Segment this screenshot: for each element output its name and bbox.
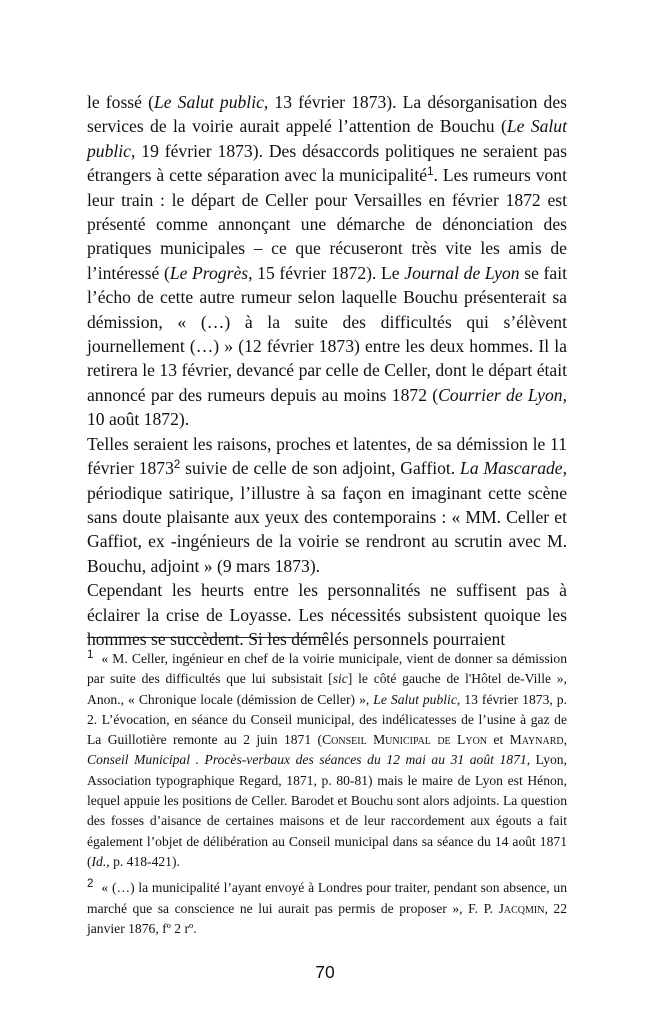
main-text <box>87 90 567 651</box>
text-run: . Les rumeurs vont leur train : le départ de Celler pour Versailles en février 1872 est présenté comme annonçant une démarche de dénonciation des pratiques municipales – ce que récuseront très vite les amis de l’intéressé ( <box>87 165 567 283</box>
text-run: se fait l’écho de cette autre rumeur selon laquelle Bouchu présenterait sa démission, « (…) à la suite des difficultés qui s’élèvent journellement (…) » (12 février 1873) entre les deux hommes. Il la retirera le 13 février, devancé par celle de Celler, dont le départ était annoncé par des rumeurs depuis au moins 1872 ( <box>87 262 567 405</box>
footnote-2 <box>87 878 567 939</box>
newspaper-title: Journal de Lyon <box>404 262 520 283</box>
text-run: « (…) la municipalité l’ayant envoyé à Londres pour traiter, pendant son absence, un marché que sa conscience ne lui aurait pas permis de proposer », F. P. <box>87 880 567 916</box>
text-run: , p. 418-421). <box>106 853 180 869</box>
italic-text: sic <box>332 671 348 687</box>
footnote-ref-1[interactable]: 1 <box>427 166 434 179</box>
footnote-number: 2 <box>87 878 94 891</box>
text-run: et <box>487 732 510 748</box>
newspaper-title: Le Salut public <box>87 116 567 161</box>
paragraph-3 <box>87 578 567 651</box>
newspaper-title: Le Salut public <box>373 691 457 707</box>
text-run: , 10 août 1872). <box>87 384 567 430</box>
text-run: le fossé ( <box>87 92 154 112</box>
text-run: , 13 février 1873). La désorganisation des services de la voirie aurait appelé l’attention de Bouchu ( <box>87 92 567 137</box>
newspaper-title: Courrier de Lyon <box>438 384 563 405</box>
text-run: Cependant les heurts entre les personnalités ne suffisent pas à éclairer la crise de Loyasse. Les nécessités subsistent quoique les hommes se succèdent. Si les démêlés personnels pourraient <box>87 580 567 649</box>
paragraph-2 <box>87 432 567 578</box>
italic-text: Id. <box>91 853 107 869</box>
text-run: , 15 février 1872). Le <box>248 262 405 283</box>
text-run: ] le côté gauche de l'Hôtel de-Ville », Anon., « Chronique locale (démission de Celler) », <box>87 671 567 707</box>
text-run: , périodique satirique, l’illustre à sa façon en imaginant cette scène sans doute plaisante aux yeux des contemporains : « MM. Celler et Gaffiot, ex -ingénieurs de la voirie se rendront au scrutin avec M. Bouchu, adjoint » (9 mars 1873). <box>87 458 568 576</box>
author-name: Jacqmin <box>498 900 545 916</box>
newspaper-title: La Mascarade <box>460 458 563 479</box>
text-run: , <box>563 732 568 748</box>
author-name: Conseil Municipal de Lyon <box>322 732 488 748</box>
author-name: Maynard <box>509 732 564 748</box>
book-title: Conseil Municipal . Procès-verbaux des séances du 12 mai au 31 août 1871 <box>87 752 527 768</box>
text-run: suivie de celle de son adjoint, Gaffiot. <box>180 458 461 479</box>
text-run: , 19 février 1873). Des désaccords politiques ne seraient pas étrangers à cette séparation avec la municipalité <box>87 140 567 186</box>
text-run: Telles seraient les raisons, proches et latentes, de sa démission le 11 février 1873 <box>87 433 567 479</box>
footnote-ref-2[interactable]: 2 <box>173 459 181 472</box>
footnote-number: 1 <box>87 649 94 661</box>
text-run: , Lyon, Association typographique Regard, 1871, p. 80-81) mais le maire de Lyon est Hénon, lequel appuie les positions de Celler. Barodet et Bouchu sont alors adjoints. La question des fosses d’aisance de certaines maisons et de leur raccordement aux égouts a fait également l’objet de délibération au Conseil municipal dans sa séance du 14 août 1871 ( <box>87 752 567 869</box>
footnote-separator <box>87 637 328 638</box>
text-run: , 13 février 1873, p. 2. L’évocation, en séance du Conseil municipal, des indélicatesses de l’usine à gaz de La Guillotière remonte au 2 juin 1871 ( <box>87 691 567 748</box>
footnote-1 <box>87 649 567 872</box>
newspaper-title: Le Progrès <box>169 262 249 283</box>
newspaper-title: Le Salut public <box>153 92 264 112</box>
text-run: « M. Celler, ingénieur en chef de la voirie municipale, vient de donner sa démission par suite des difficultés que lui subsistait [ <box>87 651 567 687</box>
footnotes <box>87 649 567 939</box>
paragraph-1 <box>87 90 567 432</box>
page-number: 70 <box>315 962 335 982</box>
text-run: , 22 janvier 1876, fº 2 rº. <box>87 900 568 936</box>
